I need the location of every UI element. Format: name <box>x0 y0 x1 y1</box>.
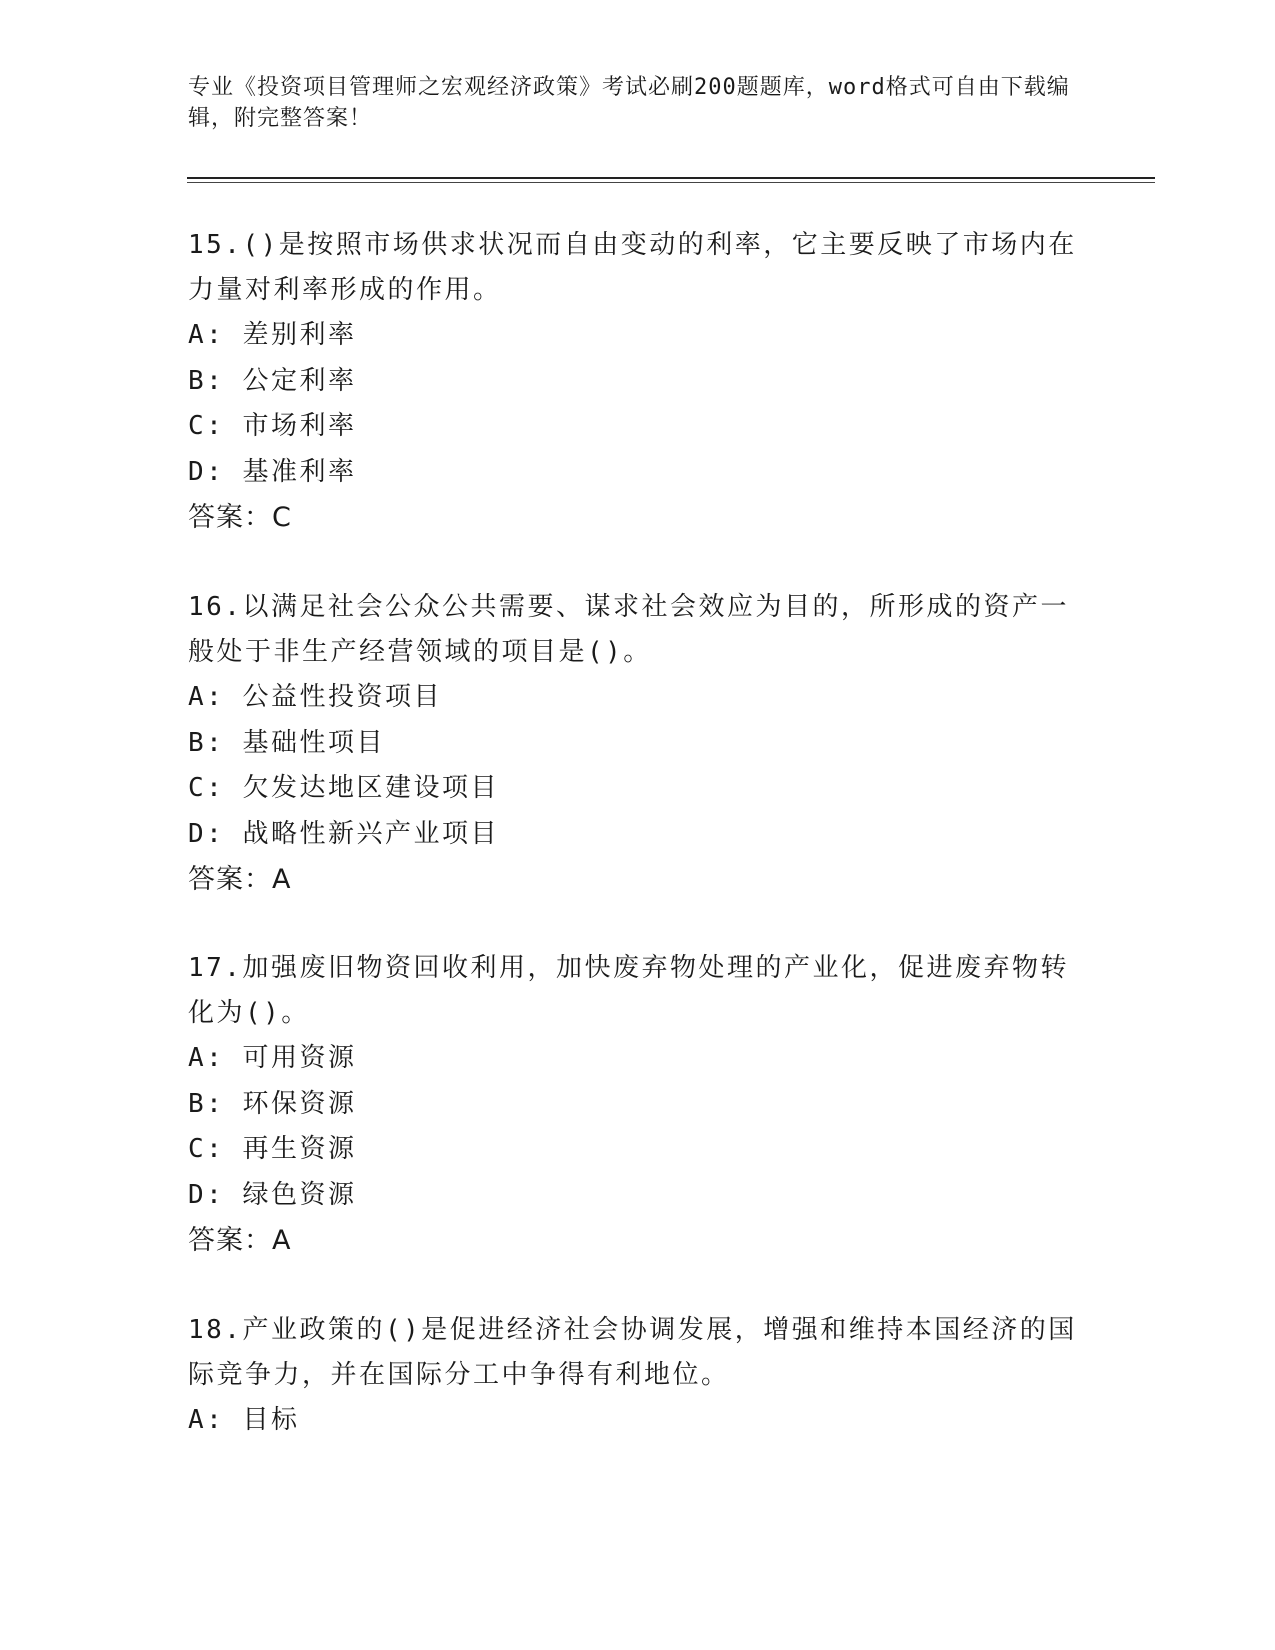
question-stem: 18.产业政策的()是促进经济社会协调发展，增强和维持本国经济的国际竞争力，并在国际分工中争得有利地位。 <box>188 1315 1077 1390</box>
answer-line: 答案：A <box>188 864 292 895</box>
question-stem: 17.加强废旧物资回收利用，加快废弃物处理的产业化，促进废弃物转化为()。 <box>188 953 1069 1028</box>
option-c: C: 市场利率 <box>188 411 357 441</box>
option-a: A: 可用资源 <box>188 1043 357 1073</box>
option-b: B: 公定利率 <box>188 365 357 396</box>
option-a: A: 公益性投资项目 <box>188 682 442 712</box>
question-stem: 16.以满足社会公众公共需要、谋求社会效应为目的，所形成的资产一般处于非生产经营领域的项目是()。 <box>188 592 1069 667</box>
option-a: A: 目标 <box>188 1405 300 1435</box>
option-d: D: 基准利率 <box>188 456 357 487</box>
option-a: A: 差别利率 <box>188 320 357 350</box>
option-d: D: 绿色资源 <box>188 1179 357 1210</box>
option-b: B: 环保资源 <box>188 1088 357 1119</box>
header-divider <box>187 177 1155 179</box>
answer-line: 答案：A <box>188 1225 292 1256</box>
question-16 <box>188 585 1088 903</box>
question-15 <box>188 223 1088 541</box>
document-intro: 专业《投资项目管理师之宏观经济政策》考试必刷200题题库，word格式可自由下载编辑，附完整答案！ <box>188 75 1070 131</box>
question-17 <box>188 946 1088 1264</box>
option-b: B: 基础性项目 <box>188 727 385 758</box>
question-stem: 15.()是按照市场供求状况而自由变动的利率，它主要反映了市场内在力量对利率形成的作用。 <box>188 230 1077 305</box>
option-c: C: 欠发达地区建设项目 <box>188 773 499 803</box>
question-18 <box>188 1308 1088 1444</box>
answer-line: 答案：C <box>188 502 292 533</box>
header-divider-thin <box>187 182 1155 183</box>
option-d: D: 战略性新兴产业项目 <box>188 818 499 849</box>
option-c: C: 再生资源 <box>188 1134 357 1164</box>
